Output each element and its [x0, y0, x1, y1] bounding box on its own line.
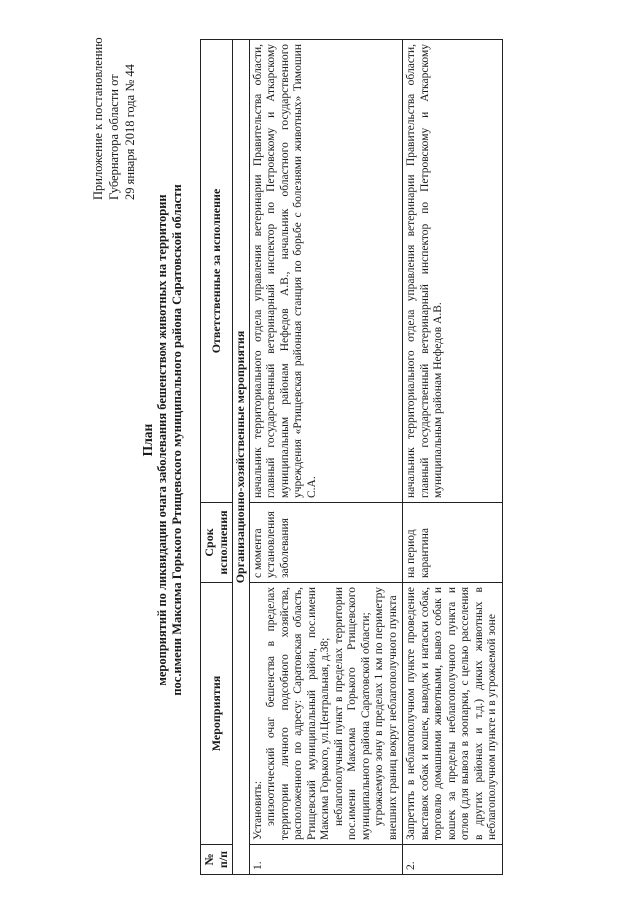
row-measures	[249, 583, 403, 845]
row-measures	[403, 583, 503, 845]
measure-line: Установить:	[251, 780, 264, 840]
title-subject: мероприятий по ликвидации очага заболевания бешенством животных на территории	[155, 194, 169, 686]
row-responsible: начальник территориального отдела управления ветеринарии Правительства области, главный государственный ветеринарный инспектор по Петровскому и Аткарскому муниципальным районам Нефедов А.В., начальник областного государственного учреждения «Ртищевская районная станция по борьбе с болезнями животных» Тимошин С.А.	[249, 40, 403, 503]
row-deadline: с момента установления заболевания	[249, 503, 403, 583]
section-row	[233, 40, 250, 875]
measures-table	[200, 39, 503, 875]
row-num: 2.	[403, 845, 503, 875]
measure-line: эпизоотический очаг бешенства в пределах территории личного подсобного хозяйства, расположенного по адресу: Саратовская область, Ртищевский муниципальный район, пос.имени Максима Горького, ул.Центральная, д.38;	[265, 587, 331, 840]
table-row	[403, 40, 503, 875]
approval-line-1: Приложение к постановлению	[91, 37, 105, 200]
row-responsible: начальник территориального отдела управления ветеринарии Правительства области, главный государственный ветеринарный инспектор по Петровскому и Аткарскому муниципальным районам Нефедов А.В.	[403, 40, 503, 503]
measure-line: неблагополучный пункт в пределах территории пос.имени Максима Горького Ртищевского муниципального района Саратовской области;	[332, 587, 372, 840]
measure-line: угрожаемую зону в пределах 1 км по периметру внешних границ вокруг неблагополучного пункта	[373, 587, 399, 840]
title-location: пос.имени Максима Горького Ртищевского муниципального района Саратовской области	[170, 184, 184, 696]
document-title	[140, 45, 185, 835]
table-header-row	[201, 40, 233, 875]
row-num: 1.	[249, 845, 403, 875]
header-deadline: Срок исполнения	[201, 503, 233, 583]
approval-line-2: Губернатора области от	[107, 74, 121, 200]
header-responsible: Ответственные за исполнение	[201, 40, 233, 503]
header-num: № п/п	[201, 845, 233, 875]
measure-line: Запретить в неблагополучном пункте проведение выставок собак и кошек, выводок и натаски собак, торговлю домашними животными, вывоз собак и кошек за пределы неблагополучного пункта и отлов (для вывоза в зоопарки, с целью расселения в других районах и т.д.) диких животных в неблагополучном пункте и в угрожаемой зоне	[405, 587, 498, 840]
table-row	[249, 40, 403, 875]
header-measures: Мероприятия	[201, 583, 233, 845]
title-plan: План	[140, 423, 155, 457]
approval-line-3: 29 января 2018 года № 44	[123, 64, 137, 200]
row-deadline: на период карантина	[403, 503, 503, 583]
section-title: Организационно-хозяйственные мероприятия	[233, 40, 250, 875]
approval-stamp	[90, 20, 138, 200]
